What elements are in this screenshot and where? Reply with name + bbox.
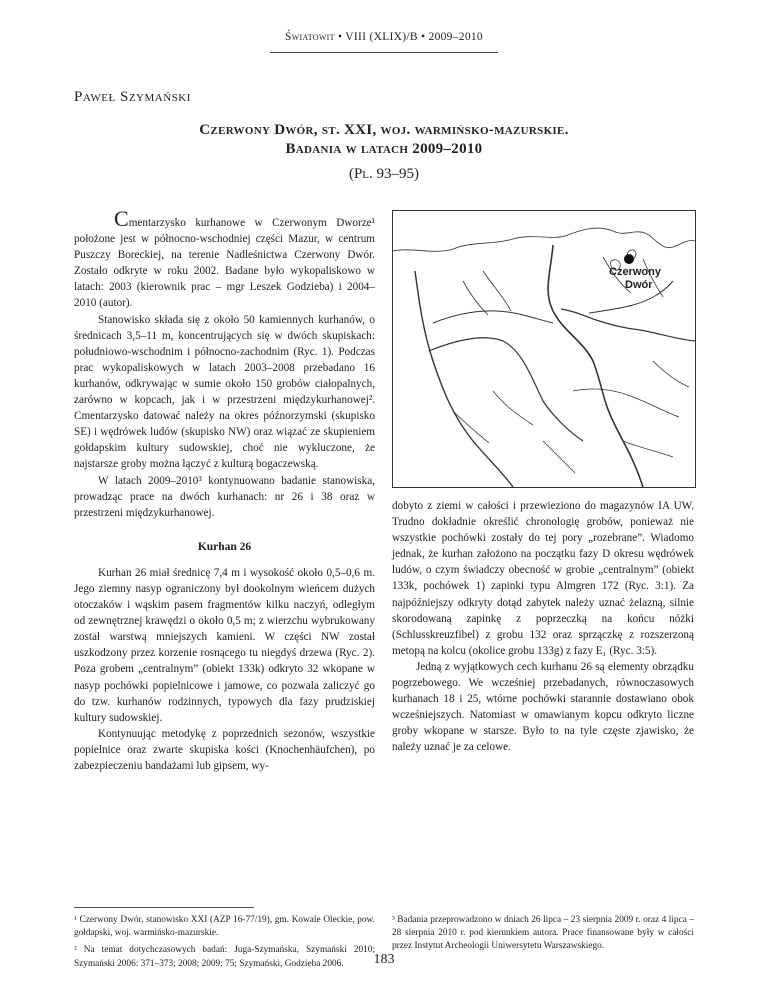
- title-line-2: Badania w latach 2009–2010: [285, 141, 483, 157]
- right-column: [392, 498, 694, 756]
- plates-reference: (Pl. 93–95): [348, 166, 420, 182]
- kurhan-paragraph: Kurhan 26 miał średnicę 7,4 m i wysokość około 0,5–0,6 m. Jego ziemny nasyp ograniczony był dookolnym wieńcem dużych otoczaków i wąskim pasem fragmentów kilku naczyń, odległym od zewnętrznej krawędzi o około 0,5 m; z wierzchu wybrukowany został warstwą mniejszych kamieni. W części NW został uszkodzony przez korzenie rosnącego tu niegdyś drzewa (Ryc. 2). Poza grobem „centralnym” (obiekt 133k) odkryto 32 wkopane w nasyp pochówki popielnicowe i jamowe, co pozwala zaliczyć go do tzw. kurhanów rodzinnych, typowych dla fazy prudziskiej kultury sudowskiej.: [74, 566, 375, 724]
- footnote-3: ³ Badania przeprowadzono w dniach 26 lipca – 23 sierpnia 2009 r. oraz 4 lipca – 28 sierpnia 2010 r. pod kierunkiem autora. Prace finansowane były w całości przez Instytut Archeologii Uniwersytetu Warszawskiego.: [392, 915, 694, 952]
- site-label-line-1: Czerwony: [609, 266, 661, 278]
- method-paragraph: Kontynuując metodykę z poprzednich sezonów, wszystkie popielnice oraz zwarte skupiska kości (Knochenhäufchen), po zabezpieczeniu bandażami lub gipsem, wy-: [74, 727, 375, 772]
- coastline: [393, 228, 695, 251]
- location-map: [392, 210, 696, 488]
- page-number: 183: [373, 952, 395, 967]
- running-head: Światowit • VIII (XLIX)/B • 2009–2010: [285, 31, 483, 43]
- intro-text: mentarzysko kurhanowe w Czerwonym Dworze¹ położone jest w północno-wschodniej części Mazur, w centrum Puszczy Boreckiej, na terenie Nadleśnictwa Czerwony Dwór. Zostało odkryte w roku 2002. Badane było wykopaliskowo w latach: 2003 (kierownik prac – mgr Leszek Godzieba) i 2004–2010 (autor).: [74, 217, 375, 310]
- river-notec: [433, 311, 553, 323]
- footnote-rule: [74, 907, 254, 908]
- river-bug: [561, 309, 695, 341]
- river-oder: [415, 271, 513, 487]
- right-paragraph-2: Jedną z wyjątkowych cech kurhanu 26 są elementy obrządku pogrzebowego. We wcześniej przebadanych, równoczasowych kurhanach 18 i 25, wtórne pochówki starannie dostawiano obok wcześniejszych. Natomiast w omawianym kopcu odkryto liczne groby wkopane w starsze. Było to na tyle częste zjawisko, że należy uznać je za celowe.: [392, 660, 694, 754]
- river-warta: [429, 338, 583, 441]
- author-name: Paweł Szymański: [74, 89, 191, 105]
- seasons-paragraph: W latach 2009–2010³ kontynuowano badanie stanowiska, prowadząc prace na dwóch kurhanach: nr 26 i 38 oraz w przestrzeni międzykurhanowej.: [74, 474, 375, 519]
- map-svg: [393, 211, 695, 487]
- title-line-1: Czerwony Dwór, st. XXI, woj. warmińsko-mazurskie.: [199, 122, 569, 138]
- intro-paragraph: [74, 206, 375, 312]
- footnote-2: ² Na temat dotychczasowych badań: Juga-Szymańska, Szymański 2010; Szymański 2006: 371–373; 2008; 2009: 75; Szymański, Godzieba 2006.: [74, 945, 375, 969]
- site-paragraph: Stanowisko składa się z około 50 kamiennych kurhanów, o średnicach 3,5–11 m, koncentrujących się w dwóch skupiskach: południowo-wschodnim i północno-zachodnim (Ryc. 1). Podczas prac wykopaliskowych w latach 2003–2008 przebadano 16 kurhanów, odkrywając w sumie około 150 grobów ciałopalnych, zarówno w kopcach, jak i w przestrzeni międzykurhanowej². Cmentarzysko datować należy na okres późnorzymski (skupisko SE) i wędrówek ludów (skupisko NW) oraz wiązać ze skupieniem gołdapskim kultury sudowskiej, choć nie wykluczone, że najstarsze groby można łączyć z kulturą bogaczewską.: [74, 313, 375, 471]
- header-rule: [270, 52, 498, 53]
- site-marker: [624, 254, 634, 264]
- left-column: [74, 206, 375, 774]
- section-heading-kurhan-26: Kurhan 26: [197, 540, 252, 553]
- right-paragraph-1: dobyto z ziemi w całości i przewieziono do magazynów IA UW. Trudno dokładnie określić chronologię grobów, ponieważ nie wszystkie pochówki zostały do tej pory „rozebrane”. Wiadomo jednak, że kurhan założono na początku fazy D okresu wędrówek ludów, o czym świadczy obecność w grobie „centralnym” (obiekt 133k, pochówek 1) zapinki typu Almgren 172 (Ryc. 3:1). Za najpóźniejszy odkryty dotąd zabytek należy uznać żelazną, silnie skorodowaną zapinkę z poprzeczką na końcu nóżki (Schlusskreuzfibel) z grobu 132 oraz sprzączkę z rozszerzoną metopą na kolcu (okolice grobu 133g) z fazy E₁ (Ryc. 3:5).: [392, 500, 694, 657]
- drop-cap: C: [114, 206, 129, 231]
- footnote-1: ¹ Czerwony Dwór, stanowisko XXI (AZP 16-77/19), gm. Kowale Oleckie, pow. gołdapski, woj. warmińsko-mazurskie.: [74, 915, 375, 939]
- site-label-line-2: Dwór: [625, 279, 653, 291]
- article-title: [0, 121, 768, 159]
